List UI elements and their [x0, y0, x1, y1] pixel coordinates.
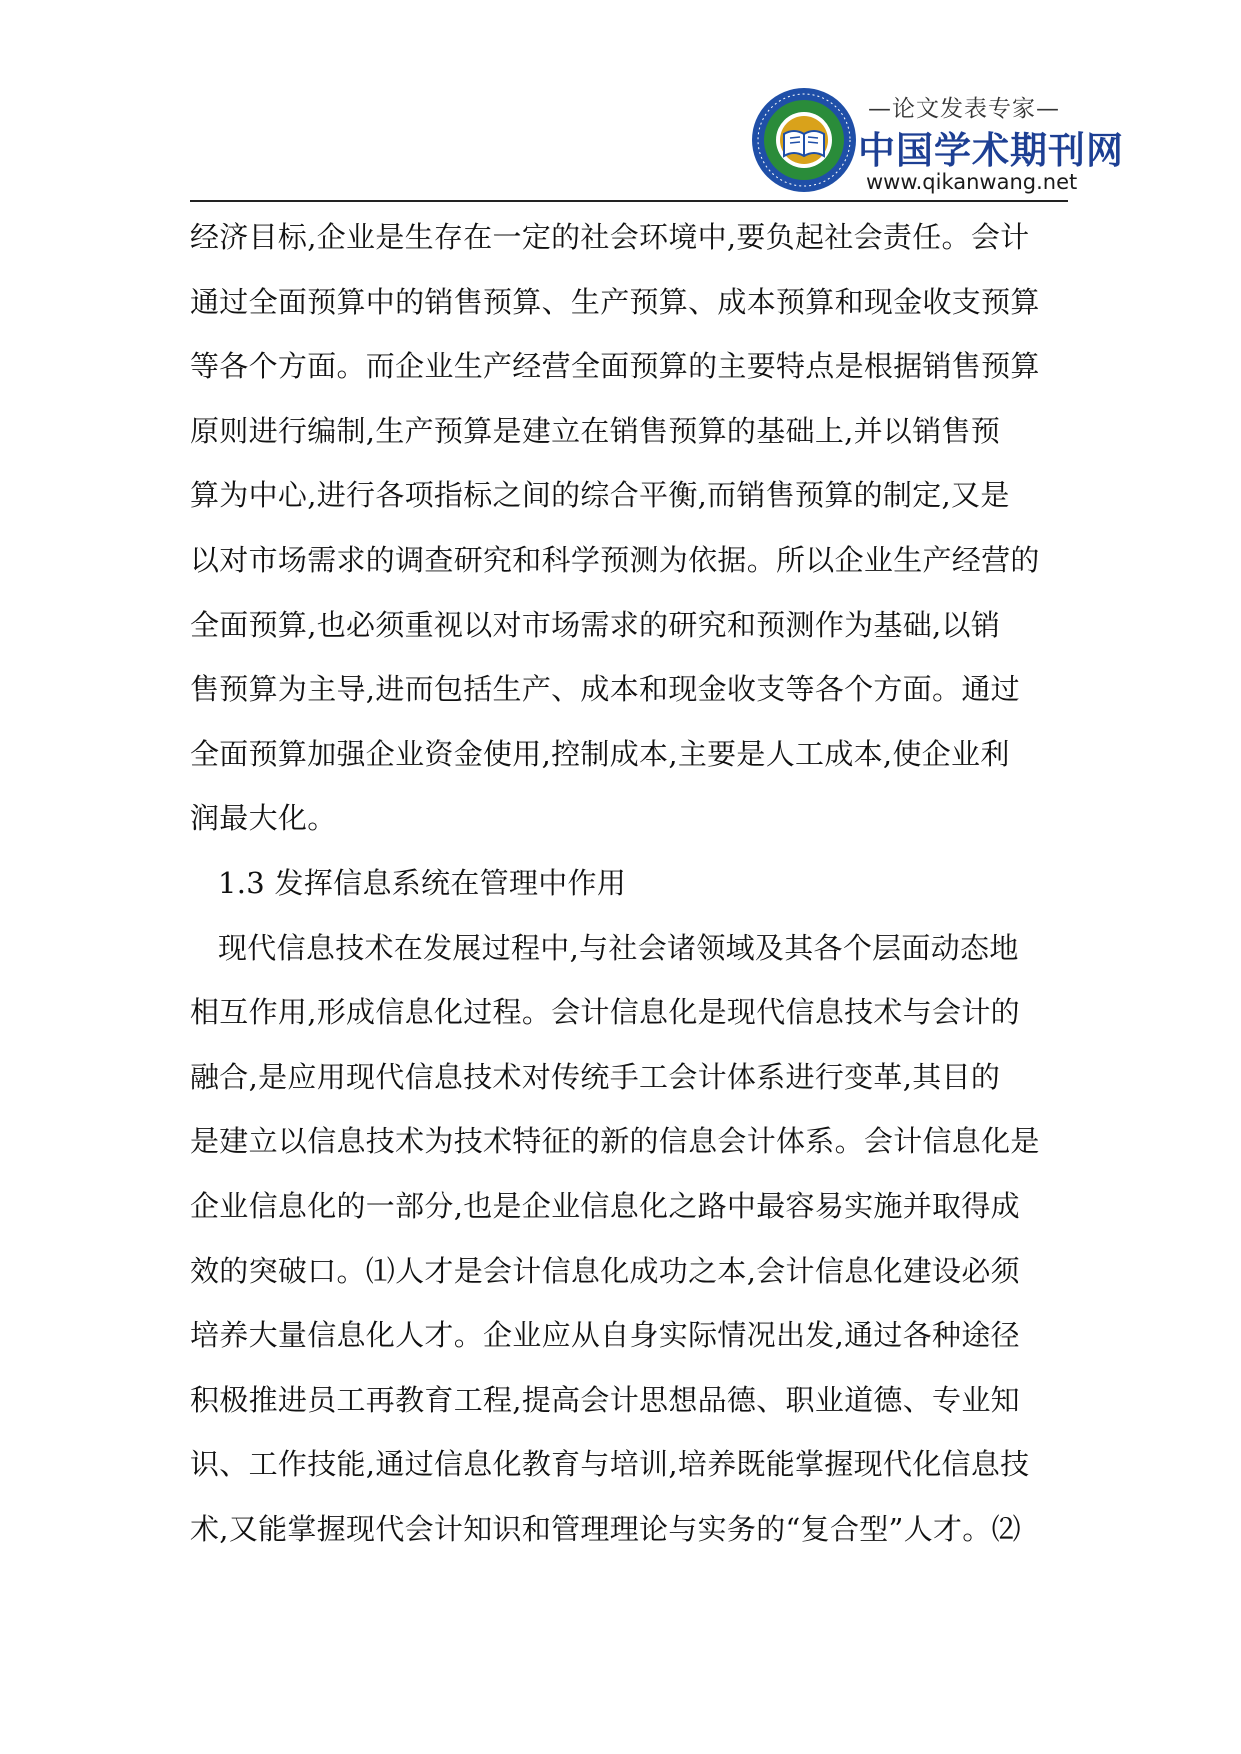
body-line: 原则进行编制,生产预算是建立在销售预算的基础上,并以销售预: [190, 413, 1001, 448]
seal-icon: [750, 86, 858, 194]
body-line: 术,又能掌握现代会计知识和管理理论与实务的“复合型”人才。⑵: [190, 1511, 1021, 1546]
body-line: 以对市场需求的调查研究和科学预测为依据。所以企业生产经营的: [190, 542, 1040, 577]
site-slogan: —论文发表专家—: [868, 96, 1060, 122]
section-heading: 1.3 发挥信息系统在管理中作用: [218, 865, 627, 900]
site-url[interactable]: www.qikanwang.net: [866, 170, 1078, 194]
body-line: 积极推进员工再教育工程,提高会计思想品德、职业道德、专业知: [190, 1382, 1020, 1417]
body-line: 相互作用,形成信息化过程。会计信息化是现代信息技术与会计的: [190, 995, 1020, 1030]
header-divider: [190, 200, 1068, 202]
site-logo[interactable]: [750, 86, 1124, 196]
body-line: 全面预算,也必须重视以对市场需求的研究和预测作为基础,以销: [190, 607, 1001, 642]
body-line: 现代信息技术在发展过程中,与社会诸领域及其各个层面动态地: [218, 930, 1019, 965]
body-line: 通过全面预算中的销售预算、生产预算、成本预算和现金收支预算: [190, 284, 1040, 319]
body-line: 是建立以信息技术为技术特征的新的信息会计体系。会计信息化是: [190, 1124, 1040, 1159]
body-line: 算为中心,进行各项指标之间的综合平衡,而销售预算的制定,又是: [190, 478, 1010, 513]
body-line: 培养大量信息化人才。企业应从自身实际情况出发,通过各种途径: [190, 1318, 1020, 1353]
site-name: 中国学术期刊网: [858, 129, 1124, 172]
body-line: 全面预算加强企业资金使用,控制成本,主要是人工成本,使企业利: [190, 736, 1010, 771]
body-line: 等各个方面。而企业生产经营全面预算的主要特点是根据销售预算: [190, 349, 1040, 384]
body-line: 经济目标,企业是生存在一定的社会环境中,要负起社会责任。会计: [190, 220, 1030, 254]
page-header: [190, 80, 1124, 202]
body-line: 售预算为主导,进而包括生产、成本和现金收支等各个方面。通过: [190, 672, 1020, 707]
body-line: 融合,是应用现代信息技术对传统手工会计体系进行变革,其目的: [190, 1059, 1001, 1094]
article-body: [190, 205, 1050, 1561]
body-line: 润最大化。: [190, 801, 337, 836]
body-line: 企业信息化的一部分,也是企业信息化之路中最容易实施并取得成: [190, 1188, 1020, 1223]
body-line: 识、工作技能,通过信息化教育与培训,培养既能掌握现代化信息技: [190, 1447, 1030, 1482]
body-line: 效的突破口。⑴人才是会计信息化成功之本,会计信息化建设必须: [190, 1253, 1020, 1288]
